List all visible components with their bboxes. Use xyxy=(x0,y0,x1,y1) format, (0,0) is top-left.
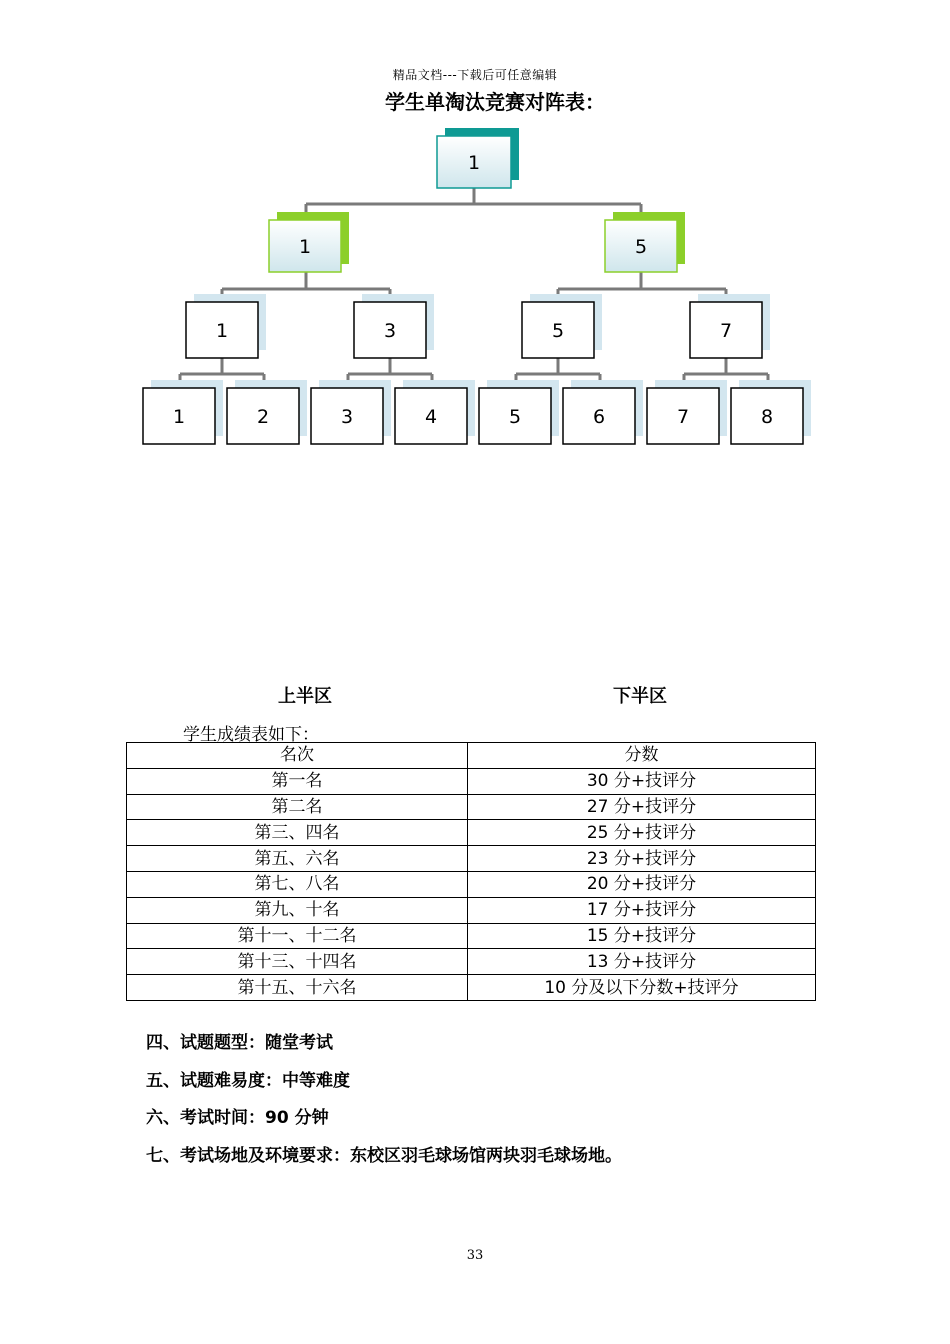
round1-box-3 xyxy=(311,380,391,444)
score-cell: 15 分+技评分 xyxy=(468,923,816,949)
table-row xyxy=(127,820,816,846)
page-title: 学生单淘汰竞赛对阵表： xyxy=(385,90,605,114)
rank-cell: 第二名 xyxy=(127,794,468,820)
round1-box-1-label: 1 xyxy=(172,406,186,428)
score-table-header-row xyxy=(127,743,816,769)
table-row xyxy=(127,794,816,820)
section-exam-time: 六、考试时间：90 分钟 xyxy=(146,1108,329,1128)
final-box-label: 1 xyxy=(467,152,481,174)
round1-box-4 xyxy=(395,380,475,444)
round1-box-3-label: 3 xyxy=(340,406,354,428)
page-number: 33 xyxy=(466,1248,484,1263)
semi-box-2 xyxy=(605,212,685,272)
score-cell: 27 分+技评分 xyxy=(468,794,816,820)
round1-box-6 xyxy=(563,380,643,444)
round1-box-4-label: 4 xyxy=(424,406,438,428)
rank-cell: 第一名 xyxy=(127,768,468,794)
round1-box-8-label: 8 xyxy=(760,406,774,428)
upper-half-label: 上半区 xyxy=(278,686,332,707)
score-cell: 10 分及以下分数+技评分 xyxy=(468,975,816,1001)
quarter-box-4 xyxy=(690,294,770,358)
score-table xyxy=(126,742,816,1001)
score-cell: 30 分+技评分 xyxy=(468,768,816,794)
table-row xyxy=(127,768,816,794)
score-table-intro: 学生成绩表如下： xyxy=(183,725,319,745)
section-difficulty: 五、试题难易度：中等难度 xyxy=(146,1071,350,1091)
score-cell: 23 分+技评分 xyxy=(468,846,816,872)
quarter-box-3 xyxy=(522,294,602,358)
score-cell: 25 分+技评分 xyxy=(468,820,816,846)
quarter-box-2-label: 3 xyxy=(383,320,397,342)
page-header: 精品文档---下载后可任意编辑 xyxy=(392,68,558,82)
quarter-box-1-label: 1 xyxy=(215,320,229,342)
rank-cell: 第十三、十四名 xyxy=(127,949,468,975)
round1-box-7 xyxy=(647,380,727,444)
table-row xyxy=(127,871,816,897)
round1-box-8 xyxy=(731,380,811,444)
section-venue: 七、考试场地及环境要求：东校区羽毛球场馆两块羽毛球场地。 xyxy=(146,1146,622,1166)
rank-cell: 第十五、十六名 xyxy=(127,975,468,1001)
rank-cell: 第九、十名 xyxy=(127,897,468,923)
round1-box-2 xyxy=(227,380,307,444)
quarter-box-2 xyxy=(354,294,434,358)
rank-cell: 第十一、十二名 xyxy=(127,923,468,949)
score-cell: 17 分+技评分 xyxy=(468,897,816,923)
score-cell: 13 分+技评分 xyxy=(468,949,816,975)
table-row xyxy=(127,846,816,872)
round1-box-7-label: 7 xyxy=(676,406,690,428)
round1-box-5 xyxy=(479,380,559,444)
section-exam-type: 四、试题题型：随堂考试 xyxy=(146,1033,333,1053)
final-box xyxy=(437,128,519,188)
quarter-box-3-label: 5 xyxy=(551,320,565,342)
bracket-boxes xyxy=(143,128,811,444)
quarter-box-1 xyxy=(186,294,266,358)
table-row xyxy=(127,949,816,975)
tournament-bracket xyxy=(0,0,950,470)
semi-box-1 xyxy=(269,212,349,272)
header-score: 分数 xyxy=(468,743,816,769)
round1-box-2-label: 2 xyxy=(256,406,270,428)
semi-box-2-label: 5 xyxy=(634,236,648,258)
round1-box-1 xyxy=(143,380,223,444)
table-row xyxy=(127,975,816,1001)
table-row xyxy=(127,897,816,923)
header-rank: 名次 xyxy=(127,743,468,769)
round1-box-6-label: 6 xyxy=(592,406,606,428)
semi-box-1-label: 1 xyxy=(298,236,312,258)
score-cell: 20 分+技评分 xyxy=(468,871,816,897)
rank-cell: 第五、六名 xyxy=(127,846,468,872)
round1-box-5-label: 5 xyxy=(508,406,522,428)
rank-cell: 第三、四名 xyxy=(127,820,468,846)
rank-cell: 第七、八名 xyxy=(127,871,468,897)
quarter-box-4-label: 7 xyxy=(719,320,733,342)
table-row xyxy=(127,923,816,949)
lower-half-label: 下半区 xyxy=(613,686,667,707)
